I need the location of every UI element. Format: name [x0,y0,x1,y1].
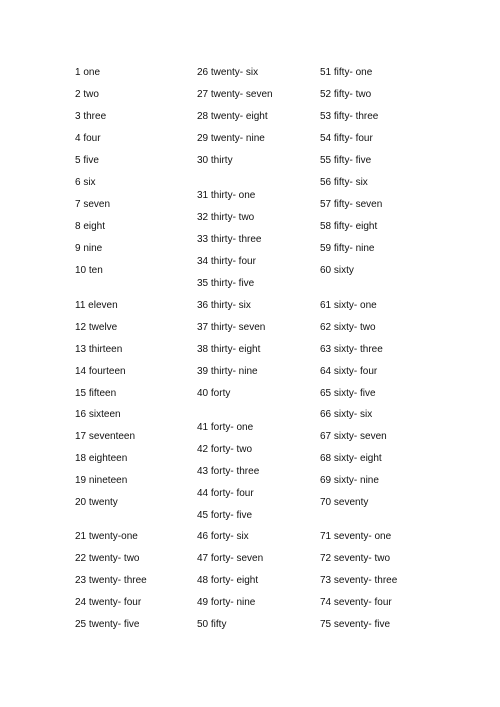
numbers-1-to-25-column [75,0,205,707]
number-entry: 26 twenty- six [197,67,259,78]
number-entry: 53 fifty- three [320,111,379,122]
number-entry: 40 forty [197,388,231,399]
numbers-51-to-75-column [320,0,450,707]
number-entry: 68 sixty- eight [320,453,382,464]
number-entry: 47 forty- seven [197,553,264,564]
number-entry: 64 sixty- four [320,366,378,377]
number-entry: 10 ten [75,265,103,276]
number-entry: 61 sixty- one [320,300,377,311]
number-entry: 38 thirty- eight [197,344,261,355]
number-entry: 46 forty- six [197,531,249,542]
number-entry: 44 forty- four [197,488,254,499]
number-entry: 49 forty- nine [197,597,256,608]
number-entry: 9 nine [75,243,103,254]
number-entry: 63 sixty- three [320,344,383,355]
number-entry: 32 thirty- two [197,212,255,223]
number-entry: 18 eighteen [75,453,128,464]
number-entry: 56 fifty- six [320,177,368,188]
number-entry: 62 sixty- two [320,322,376,333]
number-entry: 19 nineteen [75,475,128,486]
number-entry: 17 seventeen [75,431,136,442]
number-entry: 33 thirty- three [197,234,262,245]
number-entry: 12 twelve [75,322,118,333]
number-entry: 14 fourteen [75,366,126,377]
number-entry: 30 thirty [197,155,233,166]
number-entry: 74 seventy- four [320,597,392,608]
number-entry: 66 sixty- six [320,409,373,420]
number-entry: 29 twenty- nine [197,133,265,144]
number-entry: 21 twenty-one [75,531,138,542]
number-entry: 28 twenty- eight [197,111,268,122]
number-entry: 60 sixty [320,265,354,276]
number-entry: 6 six [75,177,96,188]
number-entry: 65 sixty- five [320,388,376,399]
number-entry: 69 sixty- nine [320,475,379,486]
number-entry: 13 thirteen [75,344,123,355]
number-entry: 50 fifty [197,619,227,630]
number-entry: 51 fifty- one [320,67,373,78]
number-entry: 20 twenty [75,497,118,508]
number-entry: 5 five [75,155,99,166]
number-entry: 52 fifty- two [320,89,372,100]
number-entry: 3 three [75,111,107,122]
number-entry: 71 seventy- one [320,531,392,542]
number-entry: 2 two [75,89,99,100]
number-entry: 59 fifty- nine [320,243,375,254]
number-entry: 58 fifty- eight [320,221,378,232]
number-entry: 41 forty- one [197,422,254,433]
number-entry: 54 fifty- four [320,133,373,144]
number-entry: 25 twenty- five [75,619,140,630]
numbers-26-to-50-column [197,0,327,707]
number-entry: 22 twenty- two [75,553,140,564]
number-entry: 16 sixteen [75,409,121,420]
number-entry: 23 twenty- three [75,575,147,586]
number-entry: 70 seventy [320,497,369,508]
number-entry: 8 eight [75,221,106,232]
number-entry: 15 fifteen [75,388,117,399]
number-entry: 42 forty- two [197,444,253,455]
number-entry: 7 seven [75,199,111,210]
number-entry: 27 twenty- seven [197,89,273,100]
number-entry: 75 seventy- five [320,619,391,630]
number-entry: 57 fifty- seven [320,199,383,210]
number-entry: 37 thirty- seven [197,322,266,333]
number-entry: 67 sixty- seven [320,431,387,442]
number-entry: 24 twenty- four [75,597,142,608]
number-entry: 31 thirty- one [197,190,256,201]
number-entry: 35 thirty- five [197,278,255,289]
number-entry: 39 thirty- nine [197,366,258,377]
number-entry: 11 eleven [75,300,118,311]
number-entry: 43 forty- three [197,466,260,477]
number-entry: 72 seventy- two [320,553,391,564]
number-entry: 73 seventy- three [320,575,398,586]
number-entry: 4 four [75,133,101,144]
number-entry: 48 forty- eight [197,575,259,586]
number-entry: 55 fifty- five [320,155,372,166]
number-entry: 45 forty- five [197,510,253,521]
number-entry: 36 thirty- six [197,300,251,311]
number-entry: 34 thirty- four [197,256,256,267]
number-entry: 1 one [75,67,101,78]
